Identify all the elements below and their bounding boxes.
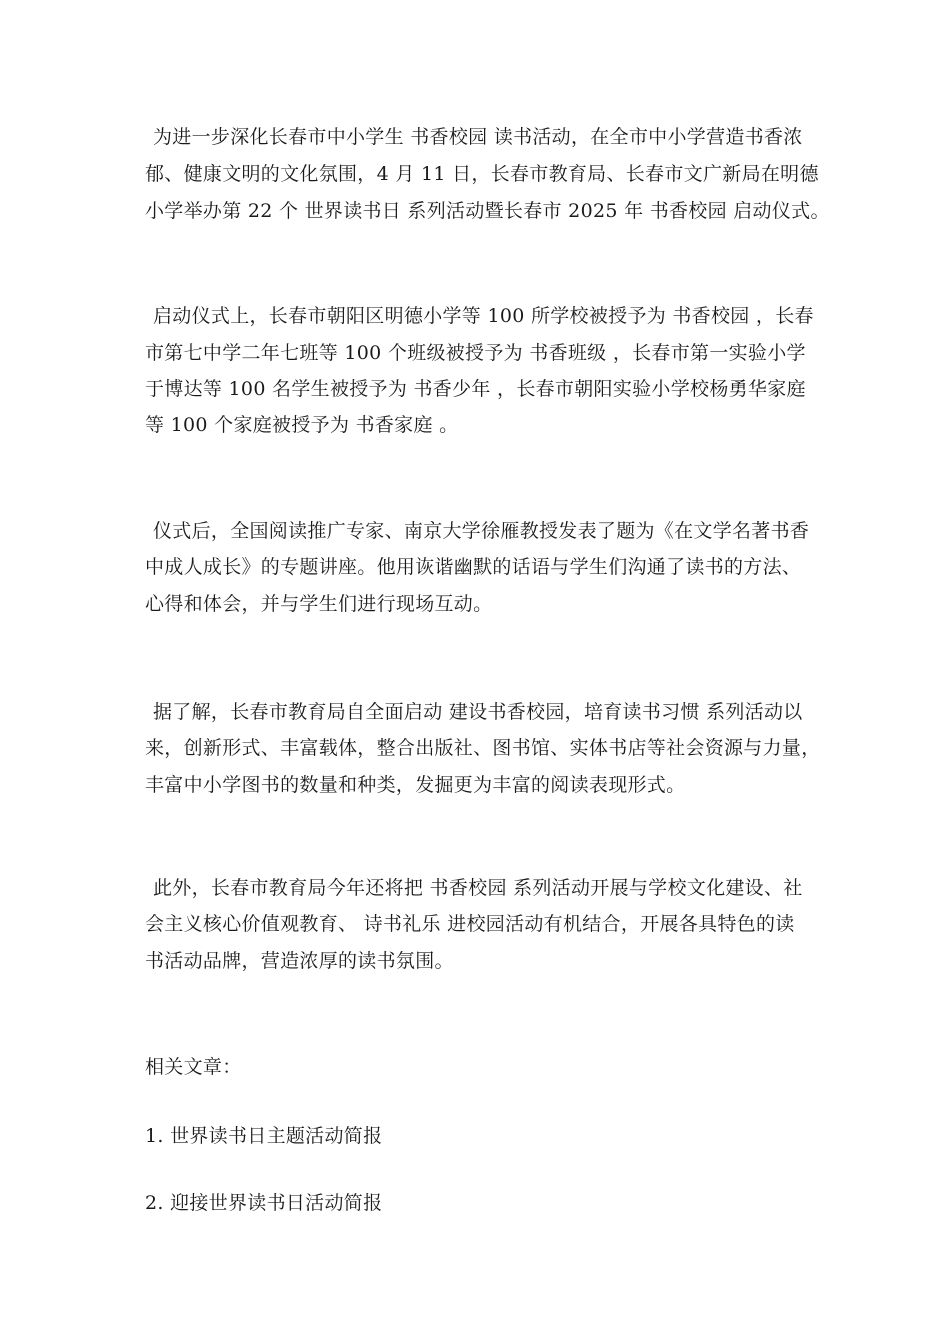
paragraph-line: 仪式后，全国阅读推广专家、南京大学徐雁教授发表了题为《在文学名著书香 xyxy=(153,520,810,542)
paragraph-line: 中成人成长》的专题讲座。他用诙谐幽默的话语与学生们沟通了读书的方法、 xyxy=(145,556,802,578)
paragraph-line: 于博达等 100 名学生被授予为 书香少年 ，长春市朝阳实验小学校杨勇华家庭 xyxy=(145,378,806,400)
paragraph-line: 市第七中学二年七班等 100 个班级被授予为 书香班级 ，长春市第一实验小学 xyxy=(145,342,806,364)
paragraph-line: 小学举办第 22 个 世界读书日 系列活动暨长春市 2025 年 书香校园 启动仪式。 xyxy=(145,200,830,222)
paragraph-line: 会主义核心价值观教育、 诗书礼乐 进校园活动有机结合，开展各具特色的读 xyxy=(145,913,795,935)
paragraph-line: 为进一步深化长春市中小学生 书香校园 读书活动，在全市中小学营造书香浓 xyxy=(153,126,803,148)
paragraph-line: 书活动品牌，营造浓厚的读书氛围。 xyxy=(145,950,454,972)
related-article-link-2[interactable]: 2. 迎接世界读书日活动简报 xyxy=(145,1192,383,1214)
paragraph-line: 等 100 个家庭被授予为 书香家庭 。 xyxy=(145,414,459,436)
paragraph-line: 丰富中小学图书的数量和种类，发掘更为丰富的阅读表现形式。 xyxy=(145,774,686,796)
related-articles-heading: 相关文章： xyxy=(145,1056,242,1078)
paragraph-line: 启动仪式上，长春市朝阳区明德小学等 100 所学校被授予为 书香校园 ，长春 xyxy=(153,305,814,327)
paragraph-line: 据了解，长春市教育局自全面启动 建设书香校园，培育读书习惯 系列活动以 xyxy=(153,701,803,723)
paragraph-line: 此外，长春市教育局今年还将把 书香校园 系列活动开展与学校文化建设、社 xyxy=(153,877,803,899)
paragraph-line: 郁、健康文明的文化氛围，4 月 11 日，长春市教育局、长春市文广新局在明德 xyxy=(145,163,819,185)
paragraph-line: 心得和体会，并与学生们进行现场互动。 xyxy=(145,593,493,615)
related-article-link-1[interactable]: 1. 世界读书日主题活动简报 xyxy=(145,1125,383,1147)
paragraph-line: 来，创新形式、丰富载体，整合出版社、图书馆、实体书店等社会资源与力量， xyxy=(145,737,821,759)
